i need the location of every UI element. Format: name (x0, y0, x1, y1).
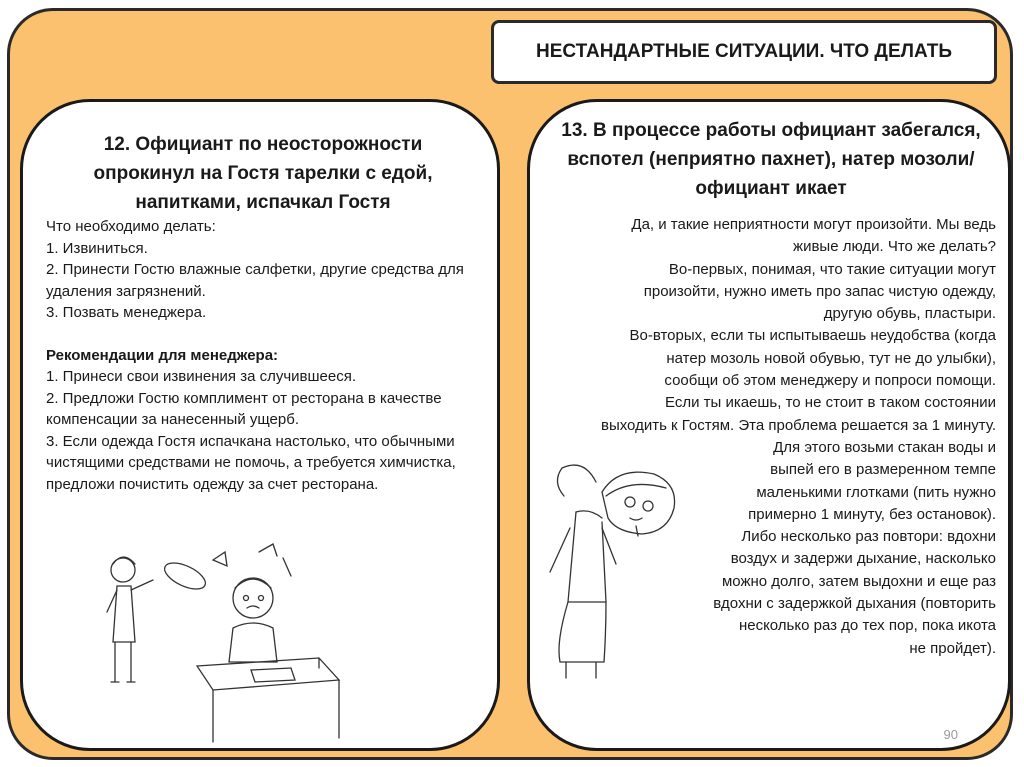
text-line: выходить к Гостям. Эта проблема решается за 1 минуту. (600, 416, 996, 434)
waiter-head (602, 472, 675, 534)
text-line: Во-вторых, если ты испытываешь неудобства (когда (629, 327, 996, 345)
text-line: 2. Принести Гостю влажные салфетки, другие средства для удаления загрязнений. (46, 261, 464, 300)
tired-waiter-illustration (546, 452, 686, 682)
waiter-spill-illustration (101, 542, 351, 752)
text-line: Что необходимо делать: (46, 218, 216, 235)
text-line: 3. Если одежда Гостя испачкана настолько, что обычными чистящими средствами не помочь, а требуется химчистка, предложи почистить одежду за счет ресторана. (46, 432, 456, 493)
text-line: несколько раз до тех пор, пока икота (738, 617, 996, 635)
recommendations-heading: Рекомендации для менеджера: (46, 346, 279, 364)
text-line: 1. Принеси свои извинения за случившееся. (46, 368, 357, 385)
text-line: произойти, нужно иметь про запас чистую одежду, (643, 282, 996, 300)
text-line: Либо несколько раз повтори: вдохни (741, 528, 996, 546)
text-line: живые люди. Что же делать? (793, 238, 996, 256)
text-line: маленькими глотками (пить нужно (756, 483, 996, 501)
text-line: Во-первых, понимая, что такие ситуации могут (668, 260, 996, 278)
text-line: вдохни с задержкой дыхания (повторить (713, 595, 996, 613)
text-line: сообщи об этом менеджеру и попроси помощи. (664, 372, 996, 390)
text-line: Да, и такие неприятности могут произойти. Мы ведь (631, 216, 996, 233)
text-line: 1. Извиниться. (46, 239, 148, 257)
text-line: 2. Предложи Гостю комплимент от ресторана в качестве компенсации за нанесенный ущерб. (46, 389, 442, 428)
plate-shape (161, 558, 209, 595)
text-line: другую обувь, пластыри. (823, 305, 996, 323)
text-line: Если ты икаешь, то не стоит в таком состоянии (664, 394, 996, 412)
text-line: выпей его в размеренном темпе (770, 461, 996, 479)
table-shape (197, 658, 339, 690)
text-line: можно долго, затем выдохни и еще раз (721, 572, 996, 590)
situation-card-12 (20, 99, 500, 751)
text-line: не пройдет). (909, 639, 996, 657)
text-line: Для этого возьми стакан воды и (773, 438, 996, 456)
page-title (491, 20, 997, 84)
text-line: натер мозоль новой обувью, тут не до улыбки), (666, 349, 996, 367)
text-line: примерно 1 минуту, без остановок). (748, 505, 996, 523)
page-number: 90 (943, 727, 958, 742)
situation-card-13 (527, 99, 1011, 751)
text-line: воздух и задержи дыхание, насколько (730, 550, 996, 568)
page-title-text: НЕСТАНДАРТНЫЕ СИТУАЦИИ. ЧТО ДЕЛАТЬ (535, 41, 952, 62)
text-line: 3. Позвать менеджера. (46, 304, 207, 321)
situation-12-body (46, 216, 486, 495)
situation-13-heading: 13. В процессе работы официант забегался, вспотел (неприятно пахнет), натер мозоли/ официант икает (561, 120, 981, 199)
situation-12-heading: 12. Официант по неосторожности опрокинул на Гостя тарелки с едой, напитками, испачкал Гостя (93, 134, 433, 213)
